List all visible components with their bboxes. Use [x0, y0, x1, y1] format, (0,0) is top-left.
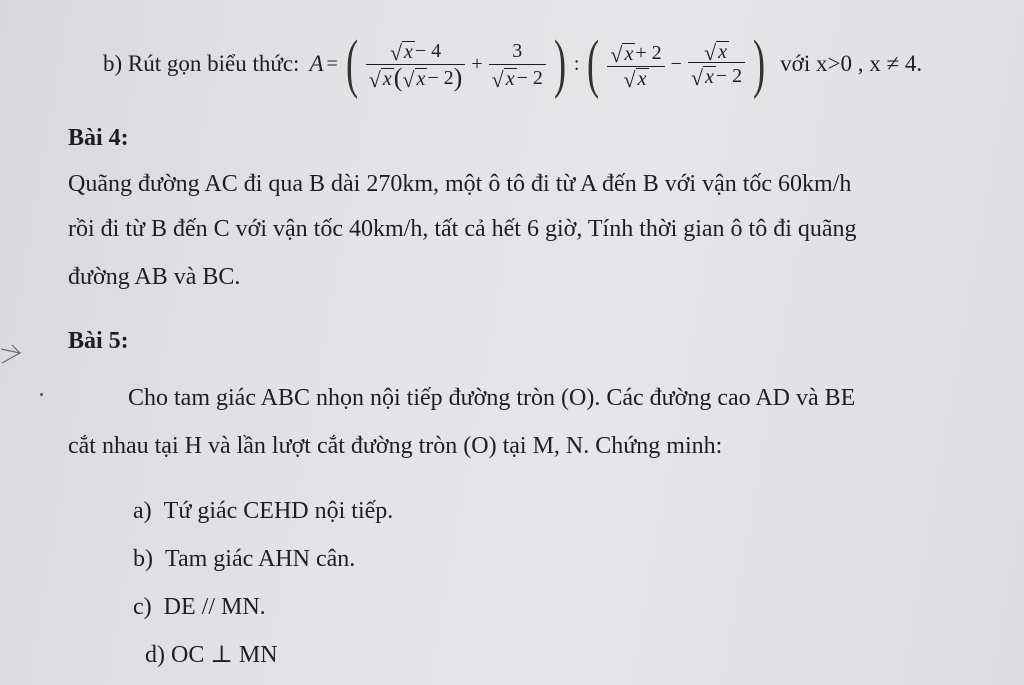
- bai5-item-c: [133, 593, 266, 621]
- sqrt-x: √ x: [368, 66, 392, 92]
- bai4-line-1: Quãng đường AC đi qua B dài 270km, một ô tô đi từ A đến B với vận tốc 60km/h: [68, 171, 852, 197]
- item-label: b): [133, 546, 153, 572]
- sqrt-x: √ x: [610, 41, 634, 67]
- bai4-title: Bài 4:: [68, 125, 129, 151]
- left-paren: (: [587, 27, 600, 100]
- part-b-label: b) Rút gọn biểu thức:: [103, 51, 300, 76]
- item-label: a): [133, 498, 152, 524]
- margin-dot: [40, 393, 43, 396]
- fraction-3: √ x + 2 √ x: [607, 40, 664, 89]
- left-paren: (: [345, 27, 358, 100]
- bai5-item-b: [133, 545, 355, 573]
- bai5-item-d: [145, 641, 278, 669]
- right-paren: ): [753, 27, 766, 100]
- equals-sign: =: [326, 52, 338, 75]
- var-A: A: [309, 51, 324, 76]
- condition-text: với x>0 , x ≠ 4.: [780, 51, 923, 76]
- colon-sign: :: [573, 52, 580, 75]
- sqrt-x: √ x: [402, 66, 426, 92]
- sqrt-x: √ x: [690, 64, 714, 90]
- sqrt-x: √ x: [389, 39, 413, 65]
- item-text: Tam giác AHN cân.: [165, 546, 356, 572]
- fraction-4: √ x √ x − 2: [688, 40, 745, 89]
- margin-arrow-mark-icon: [0, 343, 26, 365]
- bai5-title: Bài 5:: [68, 328, 129, 354]
- sqrt-x: √ x: [623, 66, 647, 92]
- expression-A: [309, 27, 770, 100]
- minus-sign: −: [670, 52, 682, 75]
- bai4-line-2: rồi đi từ B đến C với vận tốc 40km/h, tất cả hết 6 giờ, Tính thời gian ô tô đi quãng: [68, 216, 857, 242]
- bai5-line-1: Cho tam giác ABC nhọn nội tiếp đường tròn (O). Các đường cao AD và BE: [128, 385, 856, 411]
- item-label: d): [145, 642, 165, 668]
- plus-sign: +: [471, 52, 483, 75]
- bai5-item-a: [133, 497, 393, 525]
- item-text: DE // MN.: [163, 594, 266, 620]
- part-b-line: [103, 24, 922, 104]
- right-paren: ): [553, 27, 566, 100]
- item-label: c): [133, 594, 152, 620]
- item-text: Tứ giác CEHD nội tiếp.: [163, 498, 394, 524]
- item-text: OC ⊥ MN: [171, 642, 278, 668]
- bai4-line-3: đường AB và BC.: [68, 264, 241, 290]
- sqrt-x: √ x: [491, 66, 515, 92]
- fraction-2: 3 √ x − 2: [489, 38, 546, 91]
- fraction-1: √ x − 4 √ x ( √ x − 2 ): [366, 38, 466, 91]
- bai5-line-2: cắt nhau tại H và lần lượt cắt đường tròn (O) tại M, N. Chứng minh:: [68, 433, 723, 459]
- sqrt-x: √ x: [704, 39, 728, 65]
